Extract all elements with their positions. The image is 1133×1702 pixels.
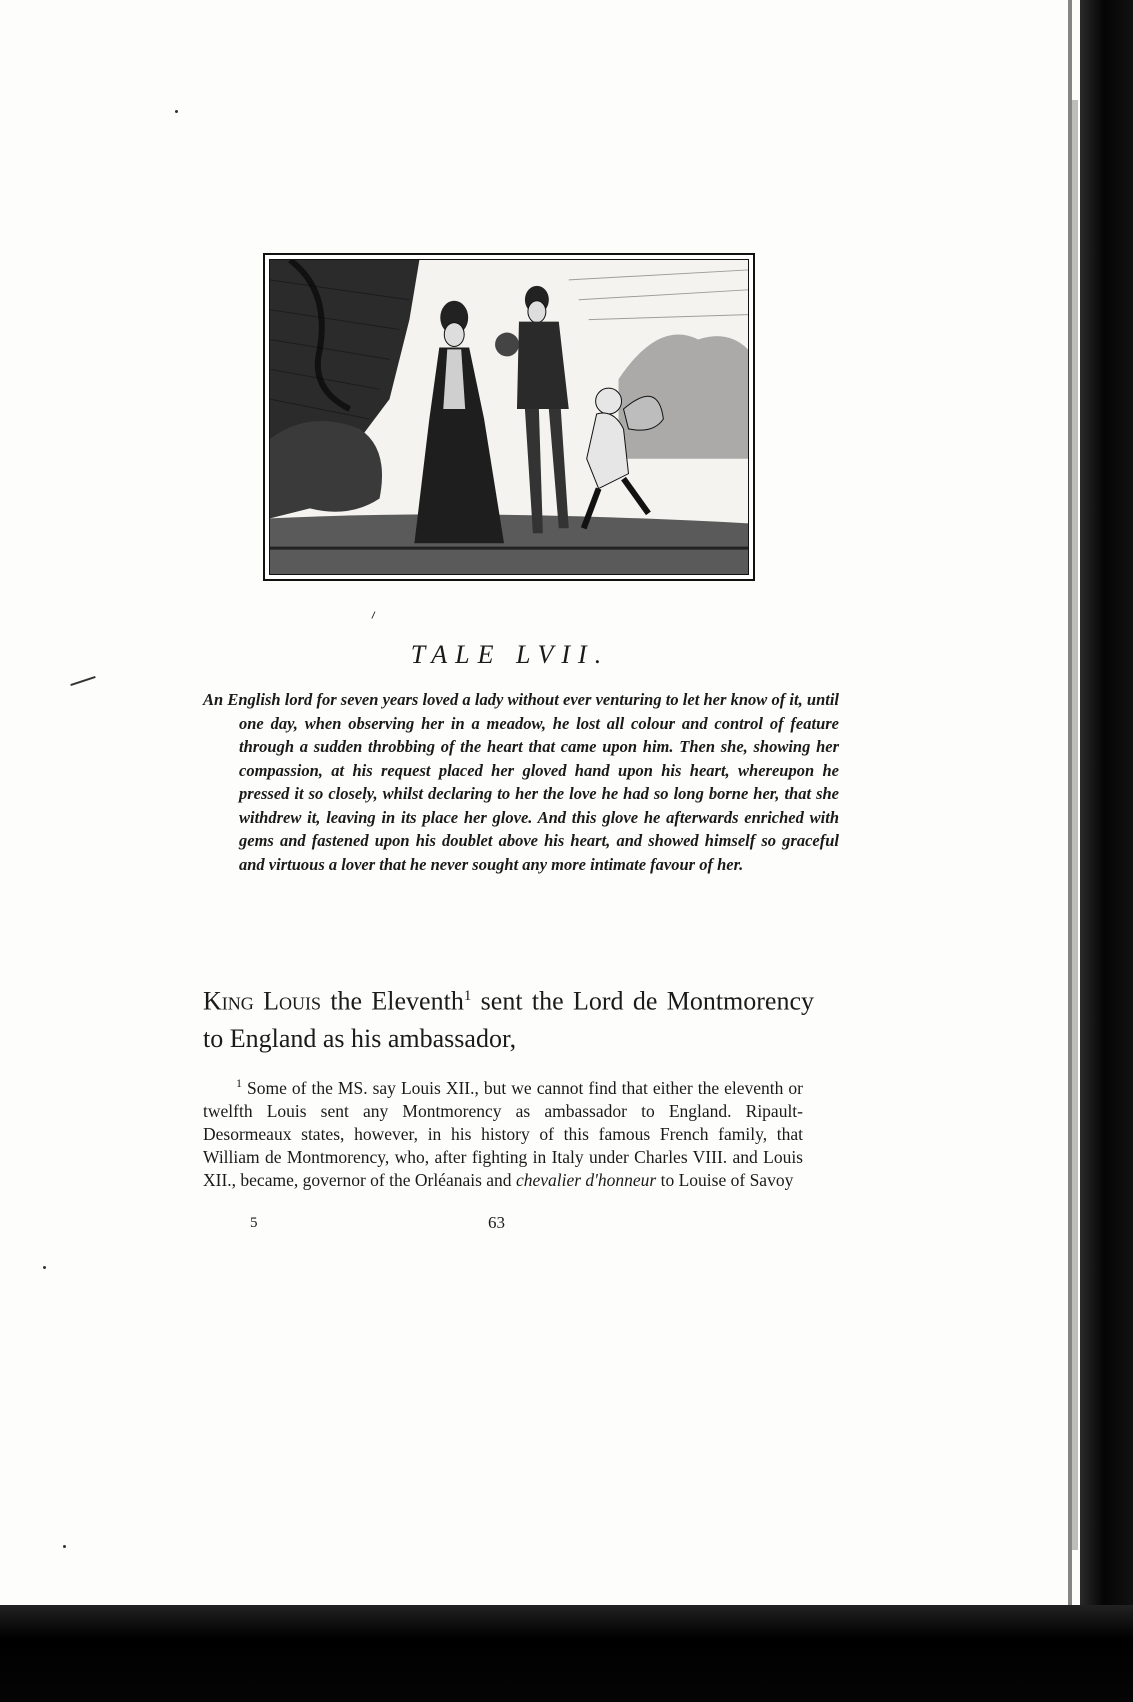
body-text-after-note: sent the Lord de Montmorency to England as his ambassador, (203, 986, 814, 1053)
footnote-text-end: to Louise of Savoy (656, 1169, 794, 1190)
body-text-before-note: the Eleventh (320, 986, 464, 1016)
scan-edge-shadow (1072, 100, 1078, 1550)
scan-bottom-strip (0, 1605, 1133, 1702)
scan-dash-mark (70, 676, 95, 686)
body-paragraph (203, 978, 814, 1057)
tale-title: TALE LVII. (410, 640, 610, 669)
bush-left (270, 421, 382, 518)
tale-argument: An English lord for seven years loved a lady without ever venturing to let her know of it, until one day, when observing her in a meadow, he lost all colour and control of feature through a sudden throbbing of the heart that came upon him. Then she, showing her compassion, at his request placed her gloved hand upon his heart, whereupon he pressed it so closely, whilst declaring to her the love he had so long borne her, that she withdrew it, leaving in its place her glove. And this glove he afterwards enriched with gems and fastened upon his doublet above his heart, and showed himself so graceful and virtuous a lover that he never sought any more intimate favour of her. (203, 690, 839, 874)
engraving-image (270, 260, 748, 574)
footnote-text: Some of the MS. say Louis XII., but we cannot find that either the eleventh or twelfth Louis sent any Montmorency as ambassador to England. Ripault-Desormeaux states, however, in his history of this famous French family, that William de Montmorency, who, after fighting in Italy under Charles VIII. and Louis XII., became, governor of the Orléanais and (203, 1077, 803, 1190)
illustration-frame (263, 253, 755, 581)
footnote (203, 1072, 803, 1192)
lord-head (528, 301, 546, 323)
scan-edge-strip (1080, 0, 1133, 1702)
pencil-tick-mark: ⸝ (365, 603, 380, 622)
footnote-italic-term: chevalier d'honneur (515, 1169, 657, 1190)
illustration (269, 259, 749, 575)
lady-head (444, 323, 464, 347)
flower-bouquet (495, 333, 519, 357)
cupid-head (596, 388, 622, 414)
page-number: 63 (488, 1213, 505, 1232)
scan-speck (43, 1266, 46, 1269)
signature-mark: 5 (250, 1215, 258, 1231)
body-lead-smallcaps: King Louis (203, 986, 321, 1016)
scan-speck (63, 1545, 66, 1548)
footnote-reference: 1 (463, 988, 472, 1004)
ground (270, 514, 748, 574)
footnote-marker: 1 (236, 1076, 242, 1090)
scan-speck (175, 110, 178, 113)
